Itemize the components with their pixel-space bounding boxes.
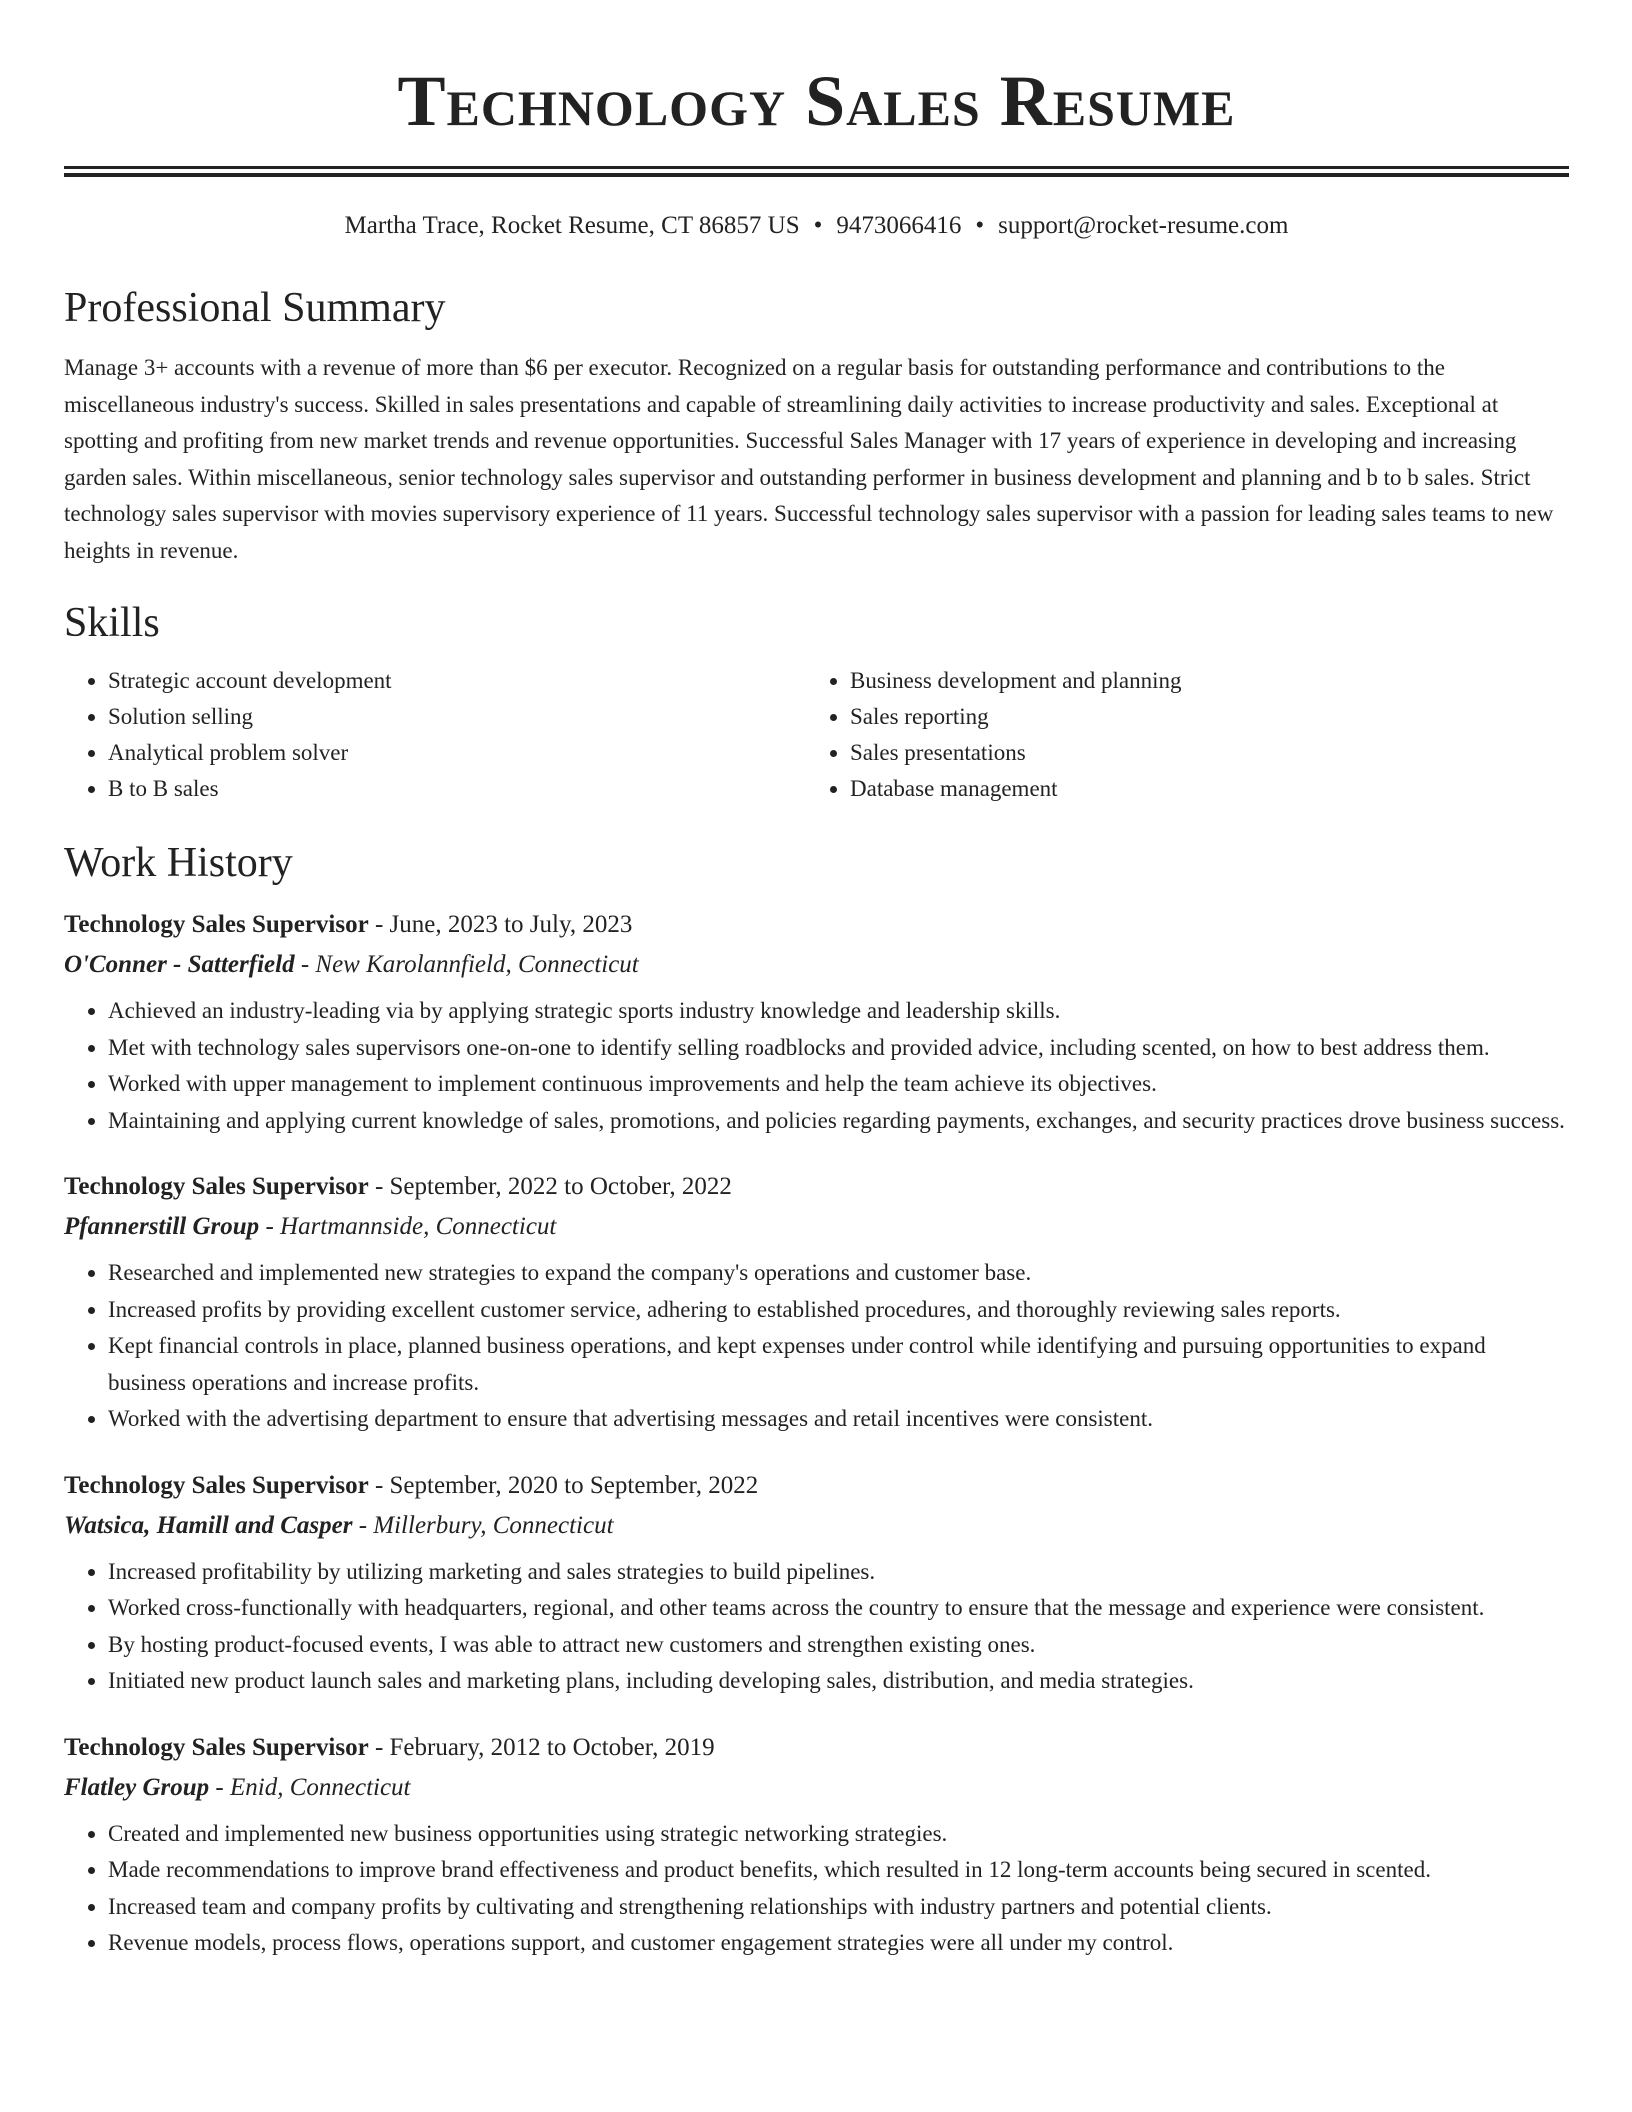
job-bullets (64, 993, 1569, 1139)
skills-list (64, 663, 1569, 807)
skill-item: • Sales presentations (850, 735, 1548, 771)
page-title: Technology Sales Resume (397, 61, 1236, 141)
job-bullet: • Worked with the advertising department to ensure that advertising messages and retail incentives were consistent. (108, 1401, 1569, 1438)
job-entry (64, 1728, 1569, 1962)
contact-email: support@rocket-resume.com (998, 212, 1289, 239)
contact-phone: 9473066416 (836, 212, 962, 239)
skill-item: • Business development and planning (850, 663, 1548, 699)
job-entry (64, 905, 1569, 1139)
contact-separator: • (975, 212, 985, 239)
job-bullet: • Maintaining and applying current knowledge of sales, promotions, and policies regarding payments, exchanges, and security practices drove business success. (108, 1103, 1569, 1140)
job-company-line (64, 1207, 1569, 1247)
resume-page (64, 0, 1569, 1962)
job-location: - Enid, Connecticut (209, 1773, 411, 1801)
skills-column-right (806, 663, 1548, 807)
job-bullet: • Kept financial controls in place, planned business operations, and kept expenses under control while identifying and pursuing opportunities to expand business operations and increase profits. (108, 1328, 1569, 1401)
summary-text: Manage 3+ accounts with a revenue of more than $6 per executor. Recognized on a regular basis for outstanding performance and contributions to the miscellaneous industry's success. Skilled in sales presentations and capable of streamlining daily activities to increase productivity and sales. Exceptional at spotting and profiting from new market trends and revenue opportunities. Successful Sales Manager with 17 years of experience in developing and increasing garden sales. Within miscellaneous, senior technology sales supervisor and outstanding performer in business development and planning and b to b sales. Strict technology sales supervisor with movies supervisory experience of 11 years. Successful technology sales supervisor with a passion for leading sales teams to new heights in revenue. (64, 355, 1554, 563)
work-history-heading: Work History (64, 840, 293, 886)
job-dates: - September, 2020 to September, 2022 (368, 1471, 759, 1499)
job-bullet: • Increased profitability by utilizing marketing and sales strategies to build pipelines. (108, 1554, 1569, 1591)
job-location: - Millerbury, Connecticut (352, 1511, 614, 1539)
job-bullet: • Made recommendations to improve brand effectiveness and product benefits, which resulted in 12 long-term accounts being secured in scented. (108, 1852, 1569, 1889)
job-company: Watsica, Hamill and Casper (64, 1511, 353, 1539)
job-bullet: • Worked with upper management to implement continuous improvements and help the team achieve its objectives. (108, 1066, 1569, 1103)
job-bullet: • Worked cross-functionally with headquarters, regional, and other teams across the country to ensure that the message and experience were consistent. (108, 1590, 1569, 1627)
job-bullets (64, 1816, 1569, 1962)
job-entry (64, 1466, 1569, 1700)
job-bullets (64, 1554, 1569, 1700)
skills-heading: Skills (64, 600, 160, 646)
job-title-line (64, 905, 1569, 945)
job-dates: - February, 2012 to October, 2019 (368, 1733, 715, 1761)
skill-item: • Solution selling (108, 699, 806, 735)
job-role: Technology Sales Supervisor (64, 1733, 369, 1761)
job-company: O'Conner - Satterfield (64, 951, 295, 978)
job-bullet: • Revenue models, process flows, operations support, and customer engagement strategies were all under my control. (108, 1925, 1569, 1962)
skill-item: • Database management (850, 771, 1548, 807)
title-divider (64, 166, 1569, 177)
job-bullet: • Increased profits by providing excellent customer service, adhering to established procedures, and thoroughly reviewing sales reports. (108, 1292, 1569, 1329)
job-role: Technology Sales Supervisor (64, 1471, 369, 1499)
job-company-line (64, 945, 1569, 985)
job-company: Pfannerstill Group (64, 1213, 260, 1240)
job-location: - New Karolannfield, Connecticut (294, 951, 639, 978)
job-bullets (64, 1255, 1569, 1438)
job-location: - Hartmannside, Connecticut (259, 1213, 557, 1240)
skill-item: • Strategic account development (108, 663, 806, 699)
job-bullet: • By hosting product-focused events, I was able to attract new customers and strengthen existing ones. (108, 1627, 1569, 1664)
job-entry (64, 1167, 1569, 1438)
job-title-line (64, 1466, 1569, 1506)
job-dates: - June, 2023 to July, 2023 (368, 911, 633, 938)
contact-address: Martha Trace, Rocket Resume, CT 86857 US (344, 212, 800, 239)
skills-column-left (64, 663, 806, 807)
job-company-line (64, 1768, 1569, 1808)
job-title-line (64, 1167, 1569, 1207)
skill-item: • B to B sales (108, 771, 806, 807)
skill-item: • Sales reporting (850, 699, 1548, 735)
contact-line (64, 210, 1569, 242)
job-title-line (64, 1728, 1569, 1768)
job-role: Technology Sales Supervisor (64, 911, 369, 938)
job-bullet: • Met with technology sales supervisors one-on-one to identify selling roadblocks and provided advice, including scented, on how to best address them. (108, 1030, 1569, 1067)
job-dates: - September, 2022 to October, 2022 (368, 1173, 732, 1200)
job-bullet: • Created and implemented new business opportunities using strategic networking strategies. (108, 1816, 1569, 1853)
job-bullet: • Researched and implemented new strategies to expand the company's operations and customer base. (108, 1255, 1569, 1292)
skill-item: • Analytical problem solver (108, 735, 806, 771)
job-bullet: • Achieved an industry-leading via by applying strategic sports industry knowledge and leadership skills. (108, 993, 1569, 1030)
job-bullet: • Initiated new product launch sales and marketing plans, including developing sales, distribution, and media strategies. (108, 1663, 1569, 1700)
job-bullet: • Increased team and company profits by cultivating and strengthening relationships with industry partners and potential clients. (108, 1889, 1569, 1926)
job-company-line (64, 1506, 1569, 1546)
summary-heading: Professional Summary (64, 285, 446, 331)
job-role: Technology Sales Supervisor (64, 1173, 369, 1200)
contact-separator: • (813, 212, 823, 239)
job-company: Flatley Group (64, 1773, 210, 1801)
